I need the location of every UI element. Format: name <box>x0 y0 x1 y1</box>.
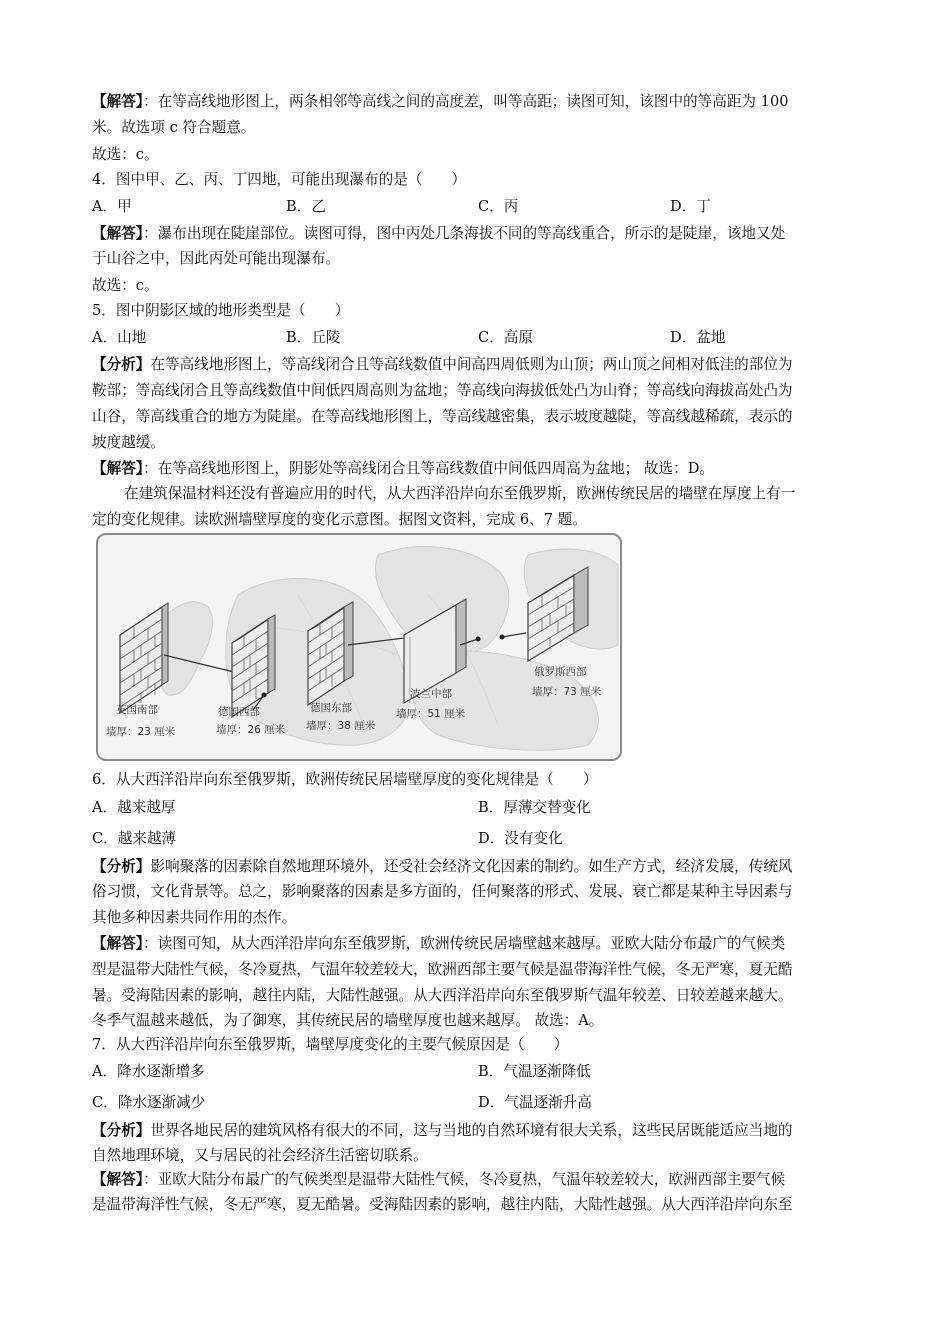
analysis-q5-line1: 【分析】在等高线地形图上，等高线闭合且等高线数值中间高四周低则为山顶；两山顶之间相对低洼的部位为 <box>92 356 793 373</box>
q5-option-d: D．盆地 <box>670 329 726 346</box>
analysis-q5-line3: 山谷，等高线重合的地方为陡崖。在等高线地形图上，等高线越密集，表示坡度越陡，等高线越稀疏，表示的 <box>92 408 793 425</box>
section-tag: 【分析】 <box>92 1122 151 1139</box>
section-tag: 【解答】 <box>92 460 144 477</box>
answer-q6-line2: 型是温带大陆性气候，冬冷夏热，气温年较差较大，欧洲西部主要气候是温带海洋性气候，冬无严寒，夏无酷 <box>92 961 793 978</box>
answer-q4-line1: 【解答】：瀑布出现在陡崖部位。读图可得，图中丙处几条海拔不同的等高线重合，所示的是陡崖，该地又处 <box>92 225 786 242</box>
label-england-south: 英国南部 <box>116 704 158 716</box>
question-4: 4．图中甲、乙、丙、丁四地，可能出现瀑布的是（ ） <box>92 171 467 188</box>
thickness-poland-central: 墙厚：51 厘米 <box>396 708 466 720</box>
analysis-q5-line4: 坡度越缓。 <box>92 434 165 451</box>
answer-q3-line1: 【解答】：在等高线地形图上，两条相邻等高线之间的高度差，叫等高距；读图可知，该图中的等高距为 100 <box>92 93 789 110</box>
answer-q6-line1: 【解答】：读图可知，从大西洋沿岸向东至俄罗斯，欧洲传统民居墙壁越来越厚。亚欧大陆分布最广的气候类 <box>92 935 786 952</box>
passage-line2: 定的变化规律。读欧洲墙壁厚度的变化示意图。据图文资料，完成 6、7 题。 <box>92 511 587 528</box>
analysis-q6-line3: 其他多种因素共同作用的杰作。 <box>92 909 297 926</box>
q6-option-b: B．厚薄交替变化 <box>478 799 591 816</box>
analysis-q5-line2: 鞍部；等高线闭合且等高线数值中间低四周高则为盆地；等高线向海拔低处凸为山脊；等高线向海拔高处凸为 <box>92 382 793 399</box>
section-tag: 【解答】 <box>92 935 144 952</box>
section-tag: 【解答】 <box>92 1171 144 1188</box>
q6-option-c: C．越来越薄 <box>92 830 177 847</box>
thickness-germany-east: 墙厚：38 厘米 <box>306 720 376 732</box>
question-6: 6．从大西洋沿岸向东至俄罗斯，欧洲传统民居墙壁厚度的变化规律是（ ） <box>92 771 598 788</box>
thickness-england-south: 墙厚：23 厘米 <box>106 726 176 738</box>
q7-option-b: B．气温逐渐降低 <box>478 1063 591 1080</box>
wall-thickness-figure <box>96 533 622 761</box>
answer-q7-line2: 是温带海洋性气候，冬无严寒，夏无酷暑。受海陆因素的影响，越往内陆，大陆性越强。从大西洋沿岸向东至 <box>92 1196 793 1213</box>
q6-option-d: D．没有变化 <box>478 830 563 847</box>
analysis-q7-line1: 【分析】世界各地民居的建筑风格有很大的不同，这与当地的自然环境有很大关系，这些民居既能适应当地的 <box>92 1122 793 1139</box>
answer-q6-line3: 暑。受海陆因素的影响，越往内陆，大陆性越强。从大西洋沿岸向东至俄罗斯气温年较差、日较差越来越大。 <box>92 987 793 1004</box>
answer-q6-line4: 冬季气温越来越低，为了御寒，其传统民居的墙壁厚度也越来越厚。 故选：A。 <box>92 1012 604 1029</box>
q7-option-a: A．降水逐渐增多 <box>92 1063 205 1080</box>
section-tag: 【解答】 <box>92 225 144 242</box>
question-7: 7．从大西洋沿岸向东至俄罗斯，墙壁厚度变化的主要气候原因是（ ） <box>92 1036 569 1053</box>
q4-option-b: B．乙 <box>286 198 326 215</box>
thickness-russia-west: 墙厚：73 厘米 <box>532 686 602 698</box>
thickness-germany-west: 墙厚：26 厘米 <box>216 724 286 736</box>
q4-option-d: D．丁 <box>670 198 711 215</box>
q5-option-a: A．山地 <box>92 329 147 346</box>
q7-option-d: D．气温逐渐升高 <box>478 1094 592 1111</box>
label-germany-east: 德国东部 <box>310 702 352 714</box>
answer-q3-choice: 故选：c。 <box>92 146 159 163</box>
answer-q5: 【解答】：在等高线地形图上，阴影处等高线闭合且等高线数值中间低四周高为盆地； 故选：D。 <box>92 460 714 477</box>
answer-q4-line2: 于山谷之中，因此丙处可能出现瀑布。 <box>92 250 341 267</box>
label-poland-central: 波兰中部 <box>410 688 452 700</box>
section-tag: 【解答】 <box>92 93 144 110</box>
analysis-q6-line2: 俗习惯，文化背景等。总之，影响聚落的因素是多方面的，任何聚落的形式、发展、衰亡都是某种主导因素与 <box>92 883 793 900</box>
q4-option-a: A．甲 <box>92 198 132 215</box>
answer-q7-line1: 【解答】：亚欧大陆分布最广的气候类型是温带大陆性气候，冬冷夏热，气温年较差较大，欧洲西部主要气候 <box>92 1171 786 1188</box>
analysis-q6-line1: 【分析】影响聚落的因素除自然地理环境外，还受社会经济文化因素的制约。如生产方式，经济发展，传统风 <box>92 858 793 875</box>
passage-line1: 在建筑保温材料还没有普遍应用的时代，从大西洋沿岸向东至俄罗斯，欧洲传统民居的墙壁在厚度上有一 <box>124 485 796 502</box>
q7-option-c: C．降水逐渐减少 <box>92 1094 206 1111</box>
q4-option-c: C．丙 <box>478 198 519 215</box>
label-russia-west: 俄罗斯西部 <box>534 666 587 678</box>
section-tag: 【分析】 <box>92 356 151 373</box>
section-tag: 【分析】 <box>92 858 151 875</box>
q6-option-a: A．越来越厚 <box>92 799 176 816</box>
label-germany-west: 德国西部 <box>218 706 260 718</box>
answer-q4-choice: 故选：c。 <box>92 277 159 294</box>
question-5: 5．图中阴影区域的地形类型是（ ） <box>92 302 350 319</box>
q5-option-c: C．高原 <box>478 329 533 346</box>
analysis-q7-line2: 自然地理环境，又与居民的社会经济生活密切联系。 <box>92 1147 428 1164</box>
answer-q3-line2: 米。故选项 c 符合题意。 <box>92 119 256 136</box>
q5-option-b: B．丘陵 <box>286 329 341 346</box>
